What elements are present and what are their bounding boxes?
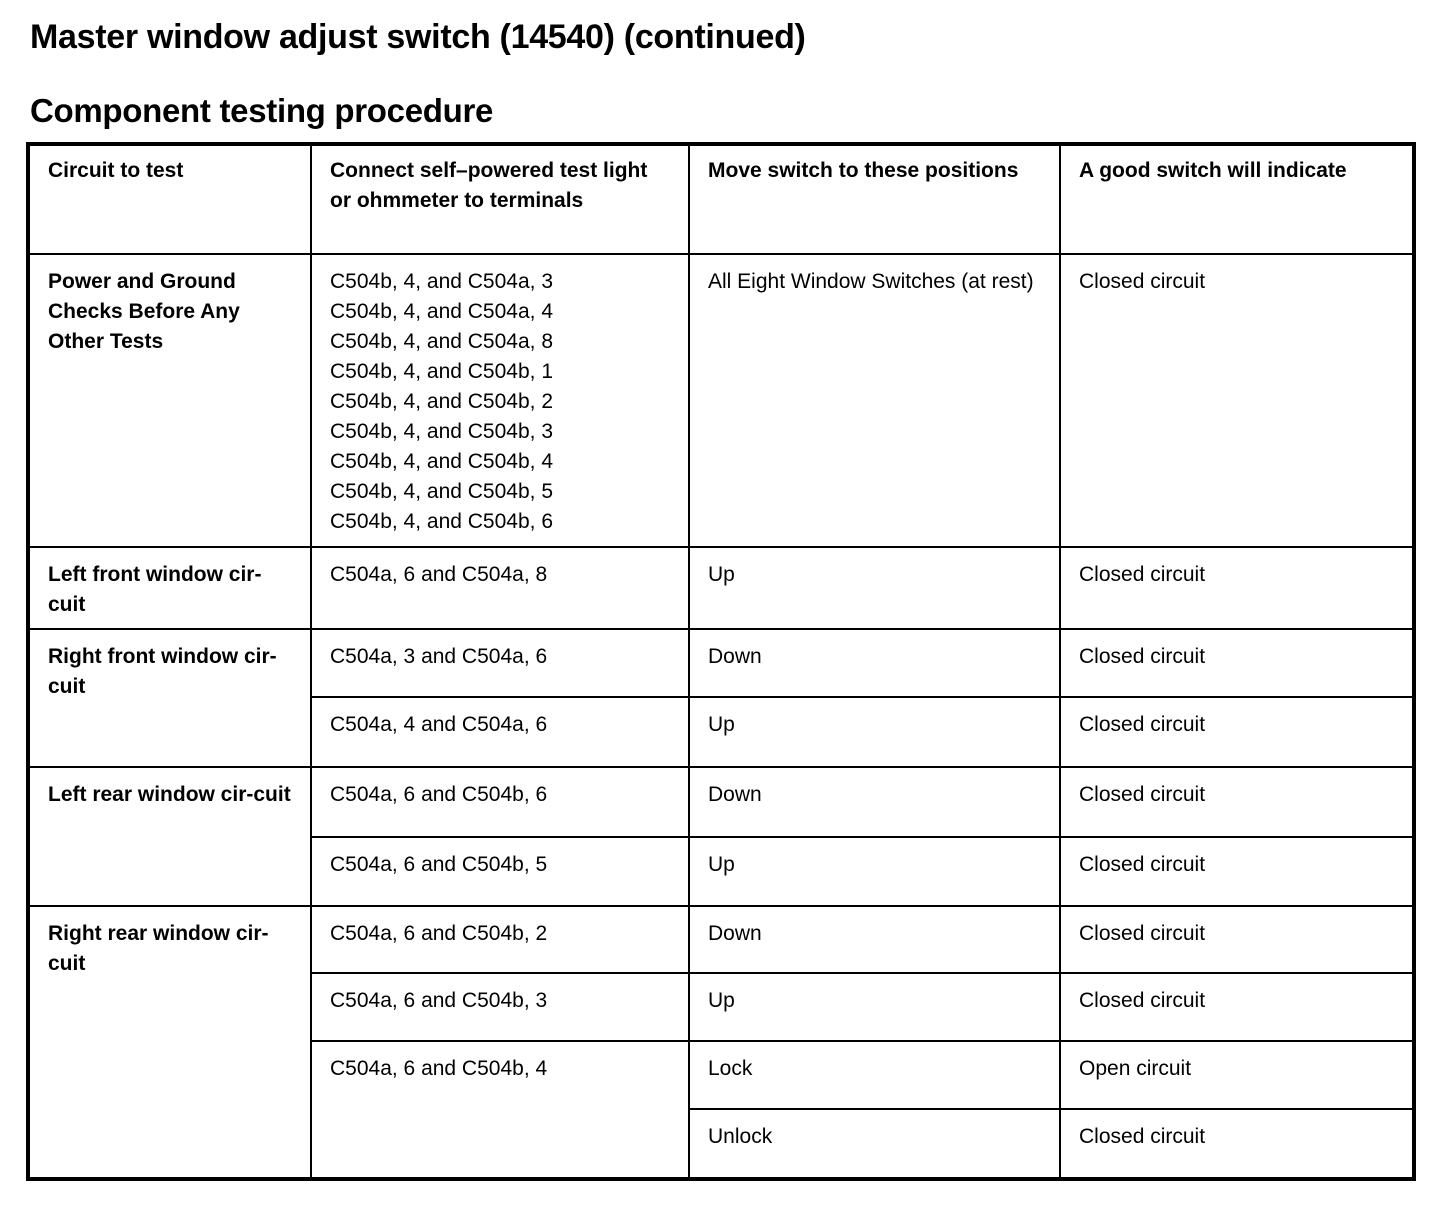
position-cell: Up bbox=[689, 697, 1060, 767]
position-cell: Down bbox=[689, 629, 1060, 697]
terminal-pair: C504b, 4, and C504b, 6 bbox=[330, 510, 554, 533]
section-title: Component testing procedure bbox=[30, 92, 494, 129]
terminal-pair: C504b, 4, and C504b, 3 bbox=[330, 420, 554, 443]
terminals-cell: C504a, 6 and C504b, 3 bbox=[311, 973, 689, 1041]
table-row bbox=[28, 629, 1414, 697]
header-indicate: A good switch will indicate bbox=[1060, 144, 1414, 254]
indicate-cell: Closed circuit bbox=[1060, 629, 1414, 697]
terminal-pair: C504b, 4, and C504b, 4 bbox=[330, 450, 554, 473]
header-position: Move switch to these positions bbox=[689, 144, 1060, 254]
terminal-pair: C504b, 4, and C504b, 1 bbox=[330, 360, 554, 383]
circuit-cell: Left rear window cir-cuit bbox=[28, 767, 311, 906]
terminals-cell: C504a, 4 and C504a, 6 bbox=[311, 697, 689, 767]
circuit-cell: Left front window cir-cuit bbox=[28, 547, 311, 629]
circuit-cell: Power and Ground Checks Before Any Other Tests bbox=[28, 254, 311, 547]
position-cell: All Eight Window Switches (at rest) bbox=[689, 254, 1060, 547]
circuit-cell: Right rear window cir-cuit bbox=[28, 906, 311, 1179]
indicate-cell: Closed circuit bbox=[1060, 767, 1414, 837]
terminal-pair: C504b, 4, and C504a, 3 bbox=[330, 270, 554, 293]
position-cell: Lock bbox=[689, 1041, 1060, 1109]
terminal-pair: C504b, 4, and C504a, 8 bbox=[330, 330, 554, 353]
header-circuit: Circuit to test bbox=[28, 144, 311, 254]
terminals-cell: C504a, 6 and C504b, 6 bbox=[311, 767, 689, 837]
terminals-cell: C504a, 6 and C504a, 8 bbox=[311, 547, 689, 629]
position-cell: Down bbox=[689, 767, 1060, 837]
terminals-cell: C504a, 6 and C504b, 2 bbox=[311, 906, 689, 973]
component-testing-table bbox=[26, 142, 1416, 1181]
page-title: Master window adjust switch (14540) (continued) bbox=[30, 18, 806, 56]
table-header-row bbox=[28, 144, 1414, 254]
header-terminals: Connect self–powered test light or ohmmeter to terminals bbox=[311, 144, 689, 254]
terminals-cell: C504a, 6 and C504b, 4 bbox=[311, 1041, 689, 1179]
circuit-cell: Right front window cir-cuit bbox=[28, 629, 311, 767]
table-row bbox=[28, 906, 1414, 973]
indicate-cell: Closed circuit bbox=[1060, 973, 1414, 1041]
terminals-cell: C504a, 3 and C504a, 6 bbox=[311, 629, 689, 697]
position-cell: Up bbox=[689, 547, 1060, 629]
table-row bbox=[28, 767, 1414, 837]
terminal-pair: C504b, 4, and C504b, 2 bbox=[330, 390, 554, 413]
indicate-cell: Closed circuit bbox=[1060, 906, 1414, 973]
position-cell: Up bbox=[689, 837, 1060, 906]
terminal-pair: C504b, 4, and C504b, 5 bbox=[330, 480, 554, 503]
indicate-cell: Closed circuit bbox=[1060, 1109, 1414, 1179]
indicate-cell: Closed circuit bbox=[1060, 254, 1414, 547]
table-row bbox=[28, 254, 1414, 547]
position-cell: Up bbox=[689, 973, 1060, 1041]
position-cell: Unlock bbox=[689, 1109, 1060, 1179]
table-row bbox=[28, 547, 1414, 629]
indicate-cell: Open circuit bbox=[1060, 1041, 1414, 1109]
terminals-cell: C504a, 6 and C504b, 5 bbox=[311, 837, 689, 906]
position-cell: Down bbox=[689, 906, 1060, 973]
terminals-cell bbox=[311, 254, 689, 547]
indicate-cell: Closed circuit bbox=[1060, 547, 1414, 629]
indicate-cell: Closed circuit bbox=[1060, 837, 1414, 906]
indicate-cell: Closed circuit bbox=[1060, 697, 1414, 767]
terminal-pair: C504b, 4, and C504a, 4 bbox=[330, 300, 554, 323]
